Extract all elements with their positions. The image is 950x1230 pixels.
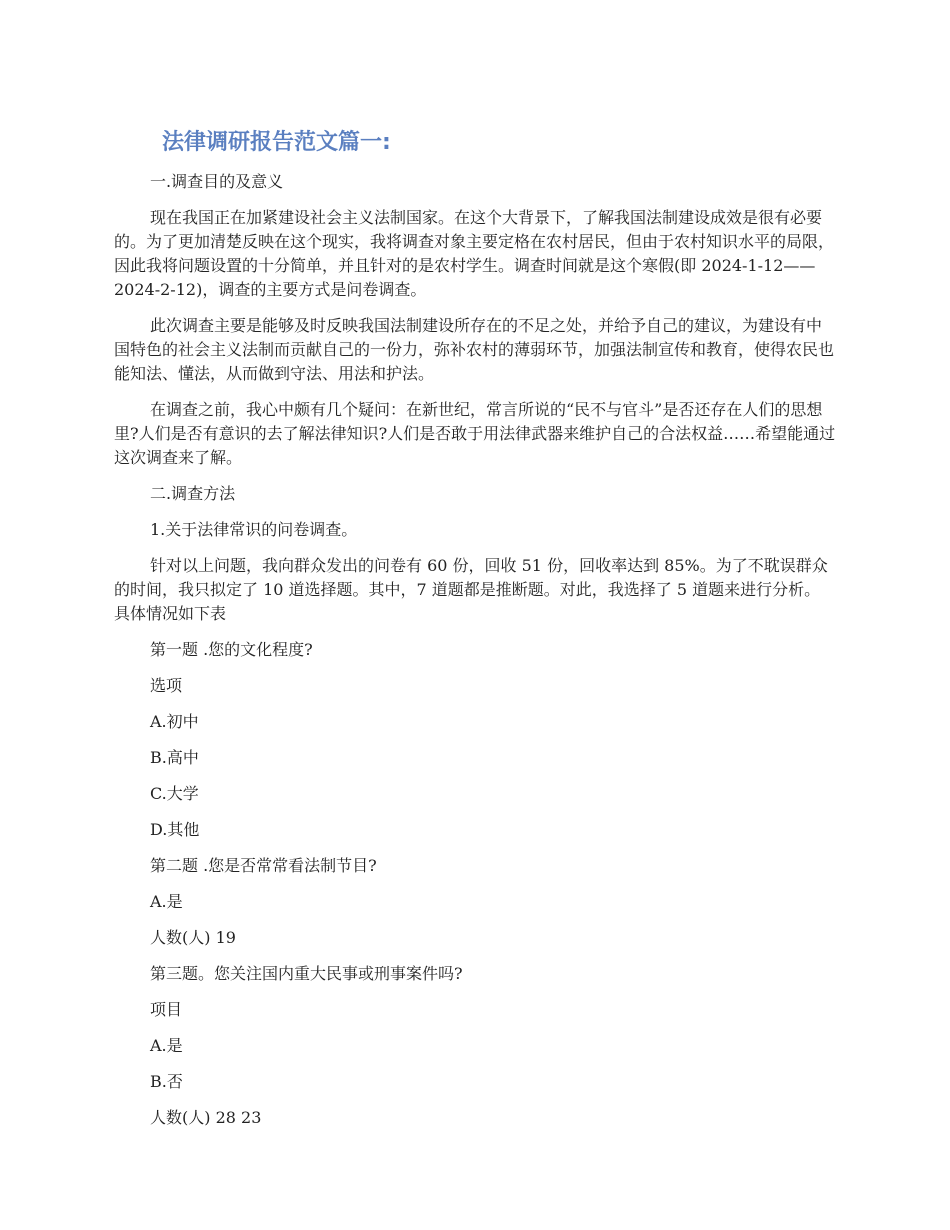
option-item: A.初中 — [150, 712, 199, 731]
section-heading-method: 二.调查方法 — [150, 484, 236, 503]
question-2: 第二题 .您是否常常看法制节目? — [150, 856, 377, 875]
subsection-heading: 1.关于法律常识的问卷调查。 — [150, 520, 358, 539]
question-1: 第一题 .您的文化程度? — [150, 640, 313, 659]
question-3: 第三题。您关注国内重大民事或刑事案件吗? — [150, 964, 463, 983]
body-paragraph: 针对以上问题，我向群众发出的问卷有 60 份，回收 51 份，回收率达到 85%。为了不耽误群众的时间，我只拟定了 10 道选择题。其中，7 道题都是推断题。对此，我选择了 5 道题来进行分析。具体情况如下表 — [114, 556, 828, 623]
option-header: 项目 — [150, 1000, 183, 1019]
count-line: 人数(人) 19 — [150, 928, 236, 947]
option-item: A.是 — [150, 1036, 183, 1055]
document-title: 法律调研报告范文篇一: — [162, 130, 391, 155]
body-paragraph: 在调查之前，我心中颇有几个疑问：在新世纪，常言所说的“民不与官斗”是否还存在人们的思想里?人们是否有意识的去了解法律知识?人们是否敢于用法律武器来维护自己的合法权益……希望能通过这次调查来了解。 — [114, 400, 836, 467]
section-heading-purpose: 一.调查目的及意义 — [150, 172, 284, 191]
option-item: B.高中 — [150, 748, 199, 767]
option-header: 选项 — [150, 676, 183, 695]
count-line: 人数(人) 28 23 — [150, 1108, 262, 1127]
body-paragraph: 现在我国正在加紧建设社会主义法制国家。在这个大背景下，了解我国法制建设成效是很有必要的。为了更加清楚反映在这个现实，我将调查对象主要定格在农村居民，但由于农村知识水平的局限，因此我将问题设置的十分简单，并且针对的是农村学生。调查时间就是这个寒假(即 2024-1-12——2024-2-12)，调查的主要方式是问卷调查。 — [114, 208, 835, 299]
option-item: C.大学 — [150, 784, 199, 803]
option-item: B.否 — [150, 1072, 183, 1091]
option-item: A.是 — [150, 892, 183, 911]
body-paragraph: 此次调查主要是能够及时反映我国法制建设所存在的不足之处，并给予自己的建议，为建设有中国特色的社会主义法制而贡献自己的一份力，弥补农村的薄弱环节，加强法制宣传和教育，使得农民也能知法、懂法，从而做到守法、用法和护法。 — [114, 316, 835, 383]
option-item: D.其他 — [150, 820, 200, 839]
